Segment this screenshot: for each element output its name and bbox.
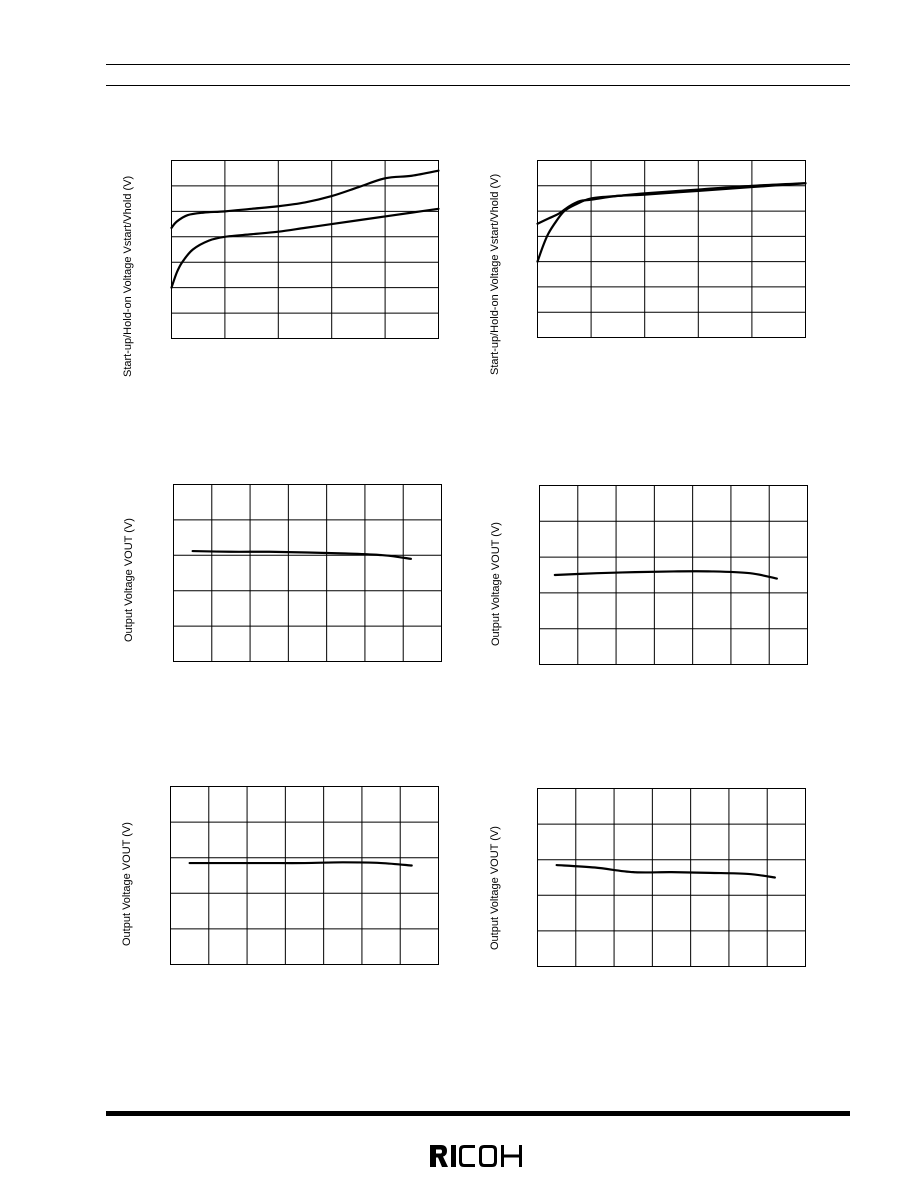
footer-rule: [106, 1111, 850, 1116]
plot-frame: [538, 789, 806, 967]
y-axis-label: Start-up/Hold-on Voltage Vstart/Vhold (V): [489, 173, 501, 375]
y-axis-label: Output Voltage VOUT (V): [123, 518, 135, 642]
chart-3: [173, 484, 442, 662]
series-line-1: [190, 862, 412, 865]
chart-5: [170, 786, 439, 965]
plot-frame: [172, 161, 439, 339]
series-line-2: [172, 209, 439, 288]
series-line-1: [172, 171, 439, 228]
plot-frame: [171, 787, 439, 965]
y-axis-label: Output Voltage VOUT (V): [489, 826, 501, 950]
chart-6: [537, 788, 806, 967]
series-line-1: [557, 865, 775, 877]
chart-2: [537, 160, 806, 338]
ricoh-logo: [428, 1141, 526, 1171]
header-rule-bottom: [106, 85, 850, 86]
chart-1: [171, 160, 439, 339]
y-axis-label: Output Voltage VOUT (V): [121, 822, 133, 946]
series-line-1: [555, 571, 777, 578]
y-axis-label: Output Voltage VOUT (V): [490, 522, 502, 646]
series-line-2: [538, 183, 806, 261]
y-axis-label: Start-up/Hold-on Voltage Vstart/Vhold (V): [122, 175, 134, 377]
plot-frame: [174, 485, 442, 662]
chart-4: [539, 485, 808, 665]
header-rule-top: [106, 64, 850, 65]
